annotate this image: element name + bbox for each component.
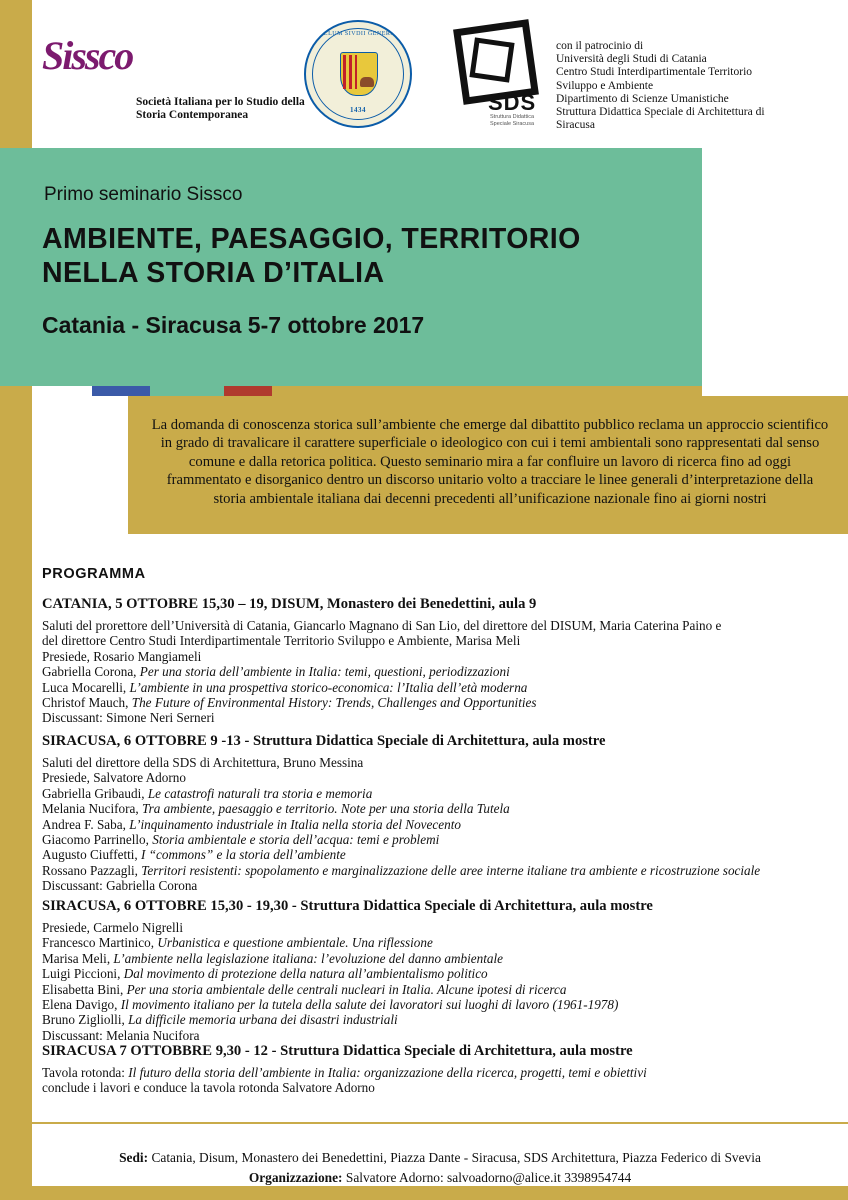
color-chip-strip — [0, 386, 848, 396]
pretitle: Primo seminario Sissco — [44, 184, 243, 205]
patronage-line-3: Sviluppo e Ambiente — [556, 79, 654, 92]
session-line: Discussant: Gabriella Corona — [42, 878, 198, 894]
sissco-logo-icon: Sissco — [42, 33, 133, 78]
session-line: Luigi Piccioni, Dal movimento di protezione della natura all’ambientalismo politico — [42, 966, 488, 982]
event-dateline: Catania - Siracusa 5-7 ottobre 2017 — [42, 312, 425, 338]
patronage-line-4: Dipartimento di Scienze Umanistiche — [556, 92, 729, 105]
color-chip-1 — [150, 386, 224, 396]
patronage-line-5: Struttura Didattica Speciale di Architettura di — [556, 106, 765, 119]
page-title-line1: AMBIENTE, PAESAGGIO, TERRITORIO — [42, 223, 581, 255]
session-line: Luca Mocarelli, L’ambiente in una prospettiva storico-economica: l’Italia dell’età moderna — [42, 679, 528, 695]
session-line: Francesco Martinico, Urbanistica e questione ambientale. Una riflessione — [42, 935, 433, 951]
session-line: Melania Nucifora, Tra ambiente, paesaggio e territorio. Note per una storia della Tutela — [42, 801, 510, 817]
sds-acronym: SDS — [488, 90, 537, 115]
footer-organization-label: Organizzazione: — [248, 1170, 343, 1185]
university-seal-icon — [304, 20, 412, 128]
seal-elephant-icon — [360, 77, 374, 87]
page-title — [42, 222, 692, 290]
programma-heading: PROGRAMMA — [42, 566, 146, 582]
footer-organization — [32, 1170, 848, 1186]
seal-bottom-text: 1434 — [350, 106, 366, 114]
seal-shield-stripes — [343, 55, 357, 89]
session-line: Saluti del direttore della SDS di Architettura, Bruno Messina — [42, 755, 364, 770]
footer-venues-text: Catania, Disum, Monastero dei Benedettini, Piazza Dante - Siracusa, SDS Architettura, Piazza Federico di Svevia — [148, 1150, 761, 1165]
session-line: Presiede, Salvatore Adorno — [42, 770, 186, 786]
session-line: Rossano Pazzagli, Territori resistenti: spopolamento e marginalizzazione delle aree interne italiane tra ambiente e ricostruzione sociale — [42, 862, 761, 878]
session-line: Discussant: Simone Neri Serneri — [42, 710, 215, 726]
seal-shield-icon — [340, 52, 378, 96]
patronage-line-6: Siracusa — [556, 119, 595, 132]
session-line: Presiede, Carmelo Nigrelli — [42, 920, 183, 935]
sds-subtitle: Struttura Didattica Speciale Siracusa — [490, 114, 535, 127]
footer-organization-text: Salvatore Adorno: salvoadorno@alice.it 3398954744 — [342, 1170, 632, 1185]
session-line: Gabriella Gribaudi, Le catastrofi naturali tra storia e memoria — [42, 785, 373, 801]
session-line: Elena Davigo, Il movimento italiano per la tutela della salute dei lavoratori sui luoghi di lavoro (1961-1978) — [42, 997, 619, 1013]
session-block — [42, 596, 822, 726]
session-line: Saluti del prorettore dell’Università di Catania, Giancarlo Magnano di San Lio, del direttore del DISUM, Maria Caterina Paino e — [42, 618, 722, 633]
session-line: Andrea F. Saba, L’inquinamento industriale in Italia nella storia del Novecento — [42, 816, 461, 832]
patronage-line-1: Università degli Studi di Catania — [556, 53, 707, 66]
poster-header — [32, 0, 848, 148]
hero-title-block — [0, 148, 702, 386]
session-line: Marisa Meli, L’ambiente nella legislazione italiana: l’evoluzione del danno ambientale — [42, 950, 503, 966]
footer-divider — [32, 1122, 848, 1124]
session-block — [42, 1043, 822, 1096]
session-line: Giacomo Parrinello, Storia ambientale e storia dell’acqua: temi e problemi — [42, 832, 440, 848]
footer-venues — [32, 1150, 848, 1166]
abstract-box — [128, 396, 848, 534]
session-header: SIRACUSA, 6 OTTOBRE 15,30 - 19,30 - Struttura Didattica Speciale di Architettura, aula mostre — [42, 898, 653, 914]
session-line: Tavola rotonda: Il futuro della storia dell’ambiente in Italia: organizzazione della ricerca, progetti, temi e obiettivi — [42, 1065, 647, 1080]
seal-top-text: SIGILLUM SIVDII GENERALIS — [310, 31, 406, 37]
session-header: SIRACUSA, 6 OTTOBRE 9 -13 - Struttura Didattica Speciale di Architettura, aula mostre — [42, 733, 606, 749]
sds-inner-square-icon — [469, 37, 514, 82]
color-chip-0 — [92, 386, 150, 396]
color-chip-3 — [272, 386, 702, 396]
session-line: conclude i lavori e conduce la tavola rotonda Salvatore Adorno — [42, 1080, 375, 1096]
sissco-caption: Società Italiana per lo Studio della Storia Contemporanea — [136, 96, 305, 121]
session-line: Gabriella Corona, Per una storia dell’ambiente in Italia: temi, questioni, periodizzazioni — [42, 664, 510, 680]
color-chip-2 — [224, 386, 272, 396]
session-header: CATANIA, 5 OTTOBRE 15,30 – 19, DISUM, Monastero dei Benedettini, aula 9 — [42, 596, 537, 612]
session-header: SIRACUSA 7 OTTOBBRE 9,30 - 12 - Struttura Didattica Speciale di Architettura, aula mostre — [42, 1043, 633, 1059]
session-line: Discussant: Melania Nucifora — [42, 1027, 200, 1043]
session-line: Elisabetta Bini, Per una storia ambientale delle centrali nucleari in Italia. Alcune ipotesi di ricerca — [42, 981, 567, 997]
session-line: del direttore Centro Studi Interdipartimentale Territorio Sviluppo e Ambiente, Marisa Meli — [42, 633, 521, 649]
session-block — [42, 898, 822, 1043]
sds-logo-icon — [432, 24, 552, 130]
abstract-text: La domanda di conoscenza storica sull’ambiente che emerge dal dibattito pubblico reclama un approccio scientifico in grado di travalicare il carattere superficiale o ideologico con cui i temi ambientali sono rappresentati dal senso comune e dalla retorica politica. Questo seminario mira a far confluire un lavoro di ricerca fino ad oggi frammentato e disorganico dentro un discorso unitario volto a tracciare le linee generali d’interpretazione della storia ambientale italiana dai decenni precedenti all’unificazione nazionale fino ai giorni nostri — [151, 417, 829, 507]
patronage-block — [556, 40, 826, 132]
session-block — [42, 733, 822, 894]
bottom-accent-bar — [0, 1186, 848, 1200]
session-line: Presiede, Rosario Mangiameli — [42, 648, 202, 664]
session-line: Bruno Zigliolli, La difficile memoria urbana dei disastri industriali — [42, 1012, 398, 1028]
page-title-line2: NELLA STORIA D’ITALIA — [42, 257, 385, 289]
patronage-line-2: Centro Studi Interdipartimentale Territorio — [556, 66, 753, 79]
footer-venues-label: Sedi: — [119, 1150, 149, 1165]
patronage-line-0: con il patrocinio di — [556, 40, 644, 52]
session-line: Christof Mauch, The Future of Environmental History: Trends, Challenges and Opportunities — [42, 695, 537, 711]
session-line: Augusto Ciuffetti, I “commons” e la storia dell’ambiente — [42, 847, 346, 863]
